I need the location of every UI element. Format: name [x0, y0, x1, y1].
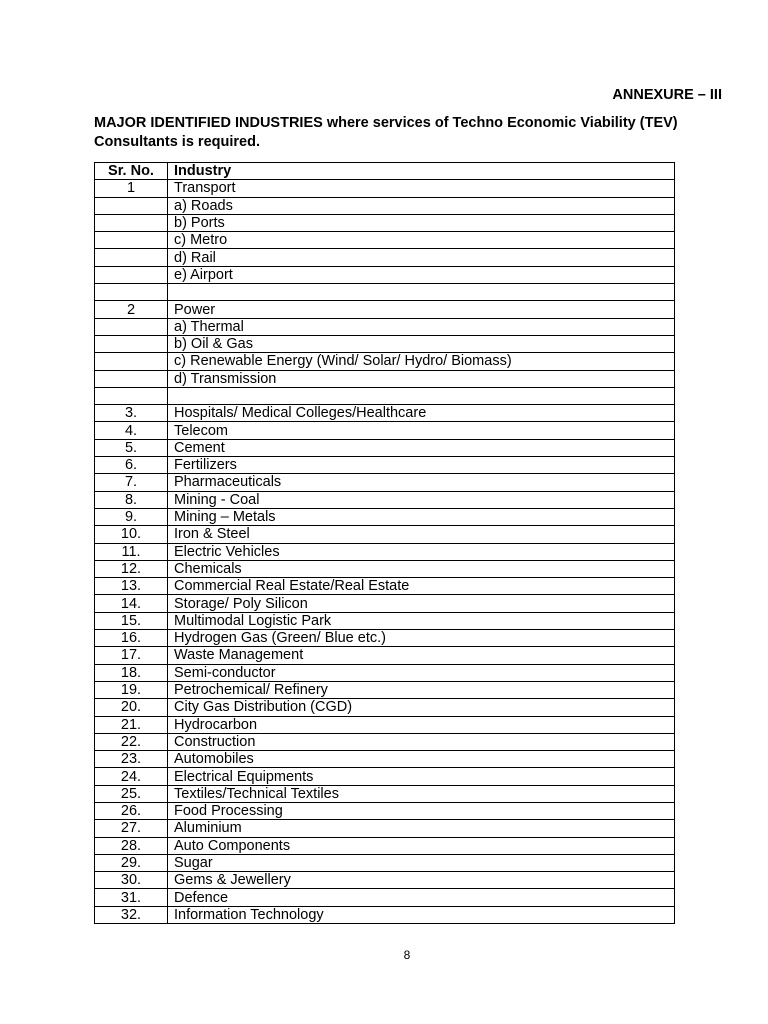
table-row: [95, 768, 675, 785]
industry-cell: Sugar: [168, 854, 675, 871]
industry-cell: Information Technology: [168, 906, 675, 923]
industry-cell: Petrochemical/ Refinery: [168, 681, 675, 698]
sr-no-cell: 11.: [95, 543, 168, 560]
sr-no-cell: 8.: [95, 491, 168, 508]
table-row: [95, 422, 675, 439]
table-row: [95, 595, 675, 612]
sr-no-cell: 17.: [95, 647, 168, 664]
sr-no-cell: [95, 214, 168, 231]
table-row: [95, 630, 675, 647]
heading-line-2: Consultants is required.: [94, 133, 260, 150]
table-row: [95, 405, 675, 422]
industry-cell: d) Rail: [168, 249, 675, 266]
sr-no-cell: 16.: [95, 630, 168, 647]
industry-cell: Power: [168, 301, 675, 318]
sr-no-cell: 22.: [95, 733, 168, 750]
sr-no-cell: 30.: [95, 872, 168, 889]
table-row: [95, 387, 675, 404]
table-row: [95, 301, 675, 318]
industry-cell: Gems & Jewellery: [168, 872, 675, 889]
industry-cell: Waste Management: [168, 647, 675, 664]
sr-no-cell: [95, 318, 168, 335]
industry-cell: b) Oil & Gas: [168, 335, 675, 352]
table-row: [95, 699, 675, 716]
table-row: [95, 284, 675, 301]
table-row: [95, 232, 675, 249]
table-row: [95, 491, 675, 508]
industry-cell: Aluminium: [168, 820, 675, 837]
sr-no-cell: 25.: [95, 785, 168, 802]
table-row: [95, 474, 675, 491]
table-row: [95, 872, 675, 889]
table-row: [95, 837, 675, 854]
table-row: [95, 335, 675, 352]
industry-cell: d) Transmission: [168, 370, 675, 387]
sr-no-cell: 24.: [95, 768, 168, 785]
table-row: [95, 647, 675, 664]
table-row: [95, 733, 675, 750]
sr-no-cell: 6.: [95, 457, 168, 474]
sr-no-cell: 12.: [95, 560, 168, 577]
table-row: [95, 854, 675, 871]
industry-cell: Mining - Coal: [168, 491, 675, 508]
industry-cell: Auto Components: [168, 837, 675, 854]
table-row: [95, 197, 675, 214]
industry-cell: a) Roads: [168, 197, 675, 214]
industry-cell: Hospitals/ Medical Colleges/Healthcare: [168, 405, 675, 422]
table-row: [95, 249, 675, 266]
industry-cell: Electric Vehicles: [168, 543, 675, 560]
document-heading: [94, 114, 734, 151]
industry-cell: Textiles/Technical Textiles: [168, 785, 675, 802]
sr-no-cell: [95, 266, 168, 283]
sr-no-cell: [95, 370, 168, 387]
industry-cell: Transport: [168, 180, 675, 197]
header-industry: Industry: [168, 163, 675, 180]
sr-no-cell: 3.: [95, 405, 168, 422]
sr-no-cell: [95, 249, 168, 266]
table-row: [95, 266, 675, 283]
table-row: [95, 543, 675, 560]
sr-no-cell: [95, 284, 168, 301]
table-row: [95, 820, 675, 837]
page-number: 8: [403, 948, 411, 962]
table-row: [95, 180, 675, 197]
table-row: [95, 716, 675, 733]
industry-cell: Commercial Real Estate/Real Estate: [168, 578, 675, 595]
table-row: [95, 751, 675, 768]
table-row: [95, 802, 675, 819]
sr-no-cell: [95, 197, 168, 214]
industry-cell: Electrical Equipments: [168, 768, 675, 785]
sr-no-cell: 13.: [95, 578, 168, 595]
sr-no-cell: 27.: [95, 820, 168, 837]
industry-cell: [168, 387, 675, 404]
industry-cell: Construction: [168, 733, 675, 750]
industry-cell: Multimodal Logistic Park: [168, 612, 675, 629]
sr-no-cell: 26.: [95, 802, 168, 819]
sr-no-cell: [95, 387, 168, 404]
industry-cell: a) Thermal: [168, 318, 675, 335]
industry-cell: Pharmaceuticals: [168, 474, 675, 491]
sr-no-cell: 21.: [95, 716, 168, 733]
heading-line-1: MAJOR IDENTIFIED INDUSTRIES where services of Techno Economic Viability (TEV): [94, 115, 678, 131]
industry-cell: b) Ports: [168, 214, 675, 231]
table-row: [95, 578, 675, 595]
industry-cell: Mining – Metals: [168, 508, 675, 525]
industry-cell: c) Metro: [168, 232, 675, 249]
industry-cell: Semi-conductor: [168, 664, 675, 681]
sr-no-cell: 20.: [95, 699, 168, 716]
sr-no-cell: [95, 335, 168, 352]
table-row: [95, 508, 675, 525]
table-row: [95, 439, 675, 456]
industry-cell: Hydrogen Gas (Green/ Blue etc.): [168, 630, 675, 647]
table-row: [95, 681, 675, 698]
sr-no-cell: 4.: [95, 422, 168, 439]
sr-no-cell: 9.: [95, 508, 168, 525]
table-row: [95, 664, 675, 681]
sr-no-cell: 5.: [95, 439, 168, 456]
industry-cell: e) Airport: [168, 266, 675, 283]
industry-cell: Fertilizers: [168, 457, 675, 474]
sr-no-cell: 10.: [95, 526, 168, 543]
annexure-label: ANNEXURE – III: [612, 87, 722, 103]
sr-no-cell: 31.: [95, 889, 168, 906]
sr-no-cell: 32.: [95, 906, 168, 923]
industry-cell: Telecom: [168, 422, 675, 439]
industry-cell: Storage/ Poly Silicon: [168, 595, 675, 612]
industry-cell: City Gas Distribution (CGD): [168, 699, 675, 716]
table-body: [95, 180, 675, 924]
table-row: [95, 318, 675, 335]
industries-table: [94, 162, 675, 924]
sr-no-cell: 18.: [95, 664, 168, 681]
sr-no-cell: [95, 353, 168, 370]
industry-cell: Automobiles: [168, 751, 675, 768]
sr-no-cell: 7.: [95, 474, 168, 491]
table-row: [95, 889, 675, 906]
table-row: [95, 353, 675, 370]
industry-cell: Cement: [168, 439, 675, 456]
table-row: [95, 906, 675, 923]
table-row: [95, 612, 675, 629]
sr-no-cell: [95, 232, 168, 249]
sr-no-cell: 14.: [95, 595, 168, 612]
industry-cell: Food Processing: [168, 802, 675, 819]
header-sr-no: Sr. No.: [95, 163, 168, 180]
table-row: [95, 214, 675, 231]
table-row: [95, 526, 675, 543]
table-row: [95, 457, 675, 474]
industry-cell: Hydrocarbon: [168, 716, 675, 733]
industry-cell: Defence: [168, 889, 675, 906]
industry-cell: c) Renewable Energy (Wind/ Solar/ Hydro/ Biomass): [168, 353, 675, 370]
table-row: [95, 370, 675, 387]
sr-no-cell: 28.: [95, 837, 168, 854]
table-row: [95, 785, 675, 802]
table-row: [95, 560, 675, 577]
industry-cell: Chemicals: [168, 560, 675, 577]
table-header-row: [95, 163, 675, 180]
industry-cell: [168, 284, 675, 301]
industry-cell: Iron & Steel: [168, 526, 675, 543]
sr-no-cell: 1: [95, 180, 168, 197]
sr-no-cell: 19.: [95, 681, 168, 698]
sr-no-cell: 2: [95, 301, 168, 318]
sr-no-cell: 15.: [95, 612, 168, 629]
sr-no-cell: 29.: [95, 854, 168, 871]
sr-no-cell: 23.: [95, 751, 168, 768]
